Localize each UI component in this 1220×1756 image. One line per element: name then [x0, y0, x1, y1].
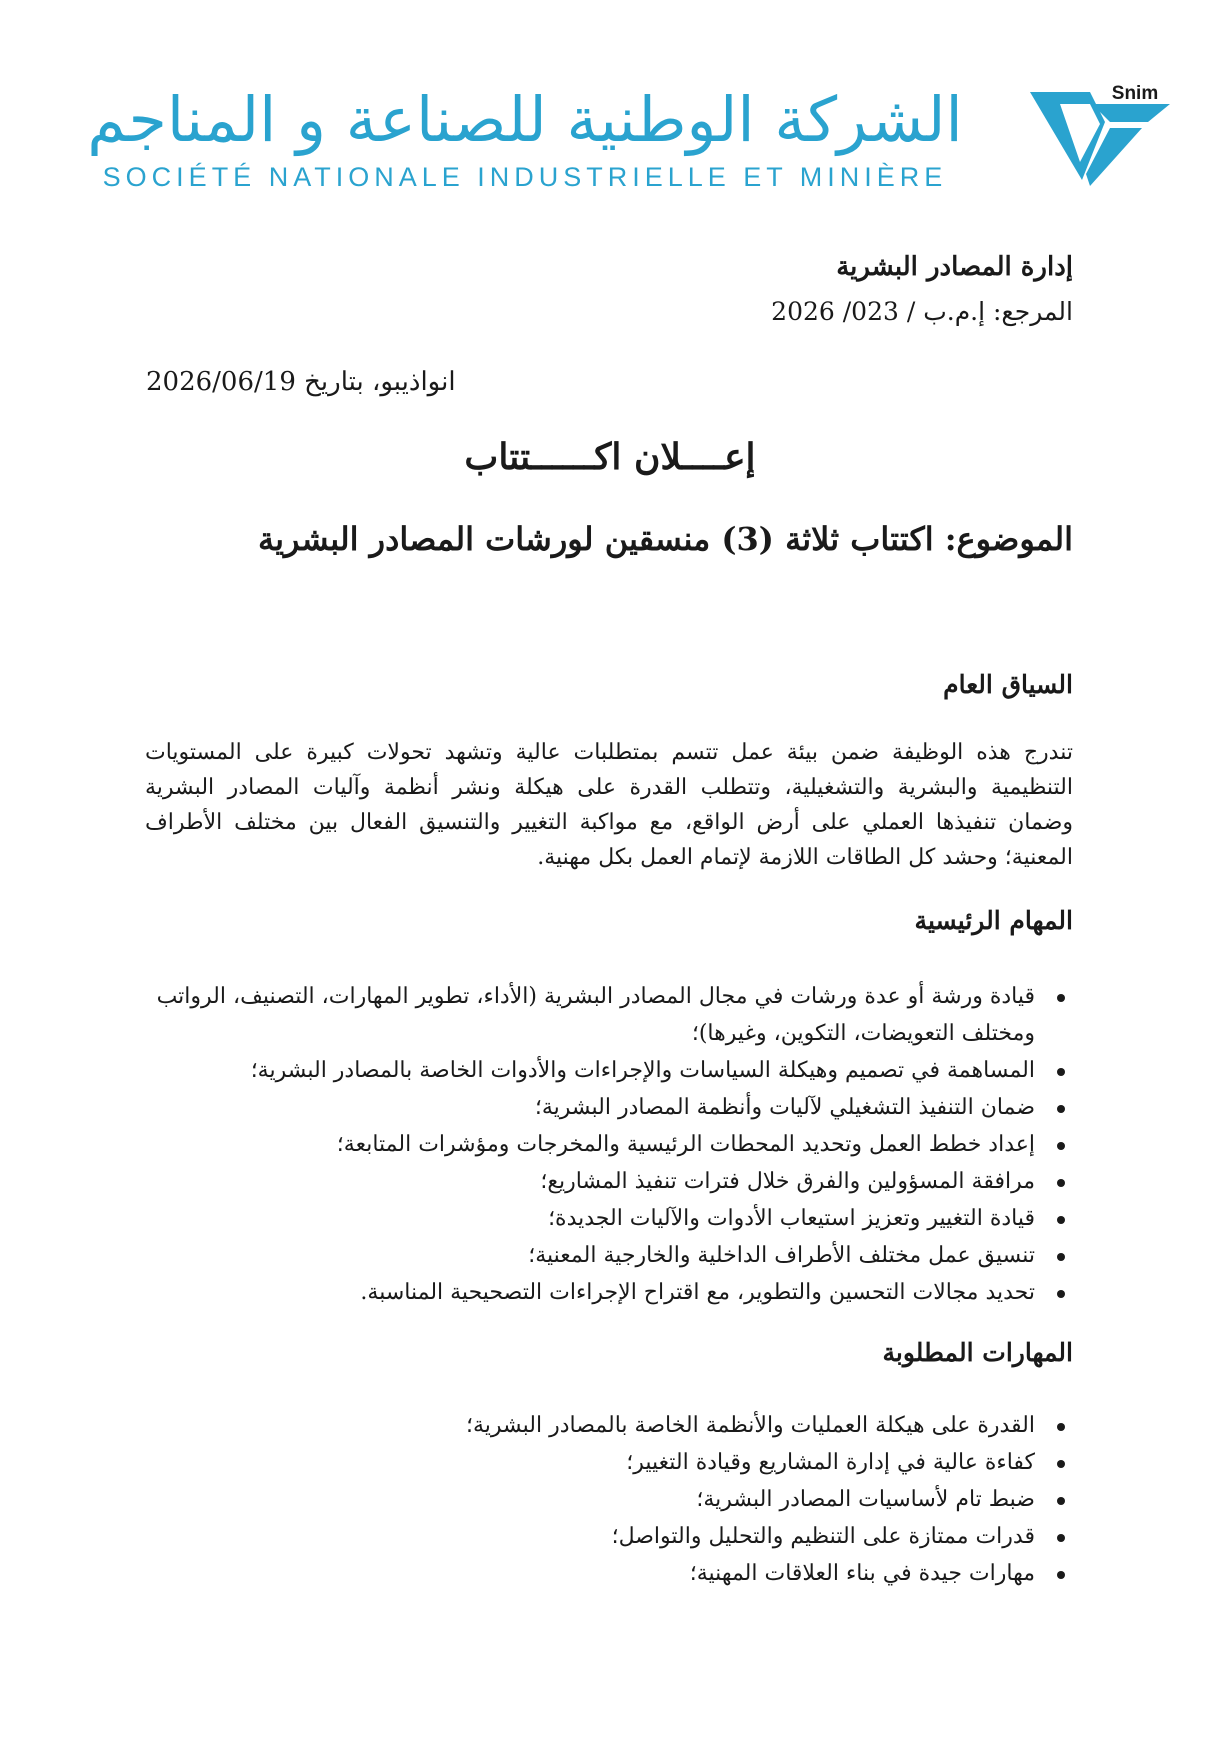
logo-text: Snim	[1111, 83, 1159, 104]
main-tasks-list	[115, 978, 1073, 1311]
context-paragraph: تندرج هذه الوظيفة ضمن بيئة عمل تتسم بمتطلبات عالية وتشهد تحولات كبيرة على المستويات التنظيمية والبشرية والتشغيلية، وتتطلب القدرة على هيكلة ونشر أنظمة وآليات المصادر البشرية وضمان تنفيذها العملي على أرض الواقع، مع مواكبة التغيير والتنسيق الفعال بين مختلف الأطراف المعنية؛ وحشد كل الطاقات اللازمة لإتمام العمل بكل مهنية.	[145, 740, 1073, 870]
letterhead	[60, 70, 1180, 210]
reference-number: المرجع: إ.م.ب / 023/ 2026	[771, 297, 1073, 326]
list-item: قيادة ورشة أو عدة ورشات في مجال المصادر البشرية (الأداء، تطوير المهارات، التصنيف، الرواتب ومختلف التعويضات، التكوين، وغيرها)؛	[115, 978, 1035, 1052]
list-item: مهارات جيدة في بناء العلاقات المهنية؛	[115, 1555, 1035, 1592]
company-name-arabic: الشركة الوطنية للصناعة و المناجم	[87, 83, 963, 156]
list-item: كفاءة عالية في إدارة المشاريع وقيادة التغيير؛	[115, 1444, 1035, 1481]
department-name: إدارة المصادر البشرية	[836, 252, 1073, 282]
list-item: ضبط تام لأساسيات المصادر البشرية؛	[115, 1481, 1035, 1518]
list-item: تنسيق عمل مختلف الأطراف الداخلية والخارجية المعنية؛	[115, 1237, 1035, 1274]
list-item: مرافقة المسؤولين والفرق خلال فترات تنفيذ المشاريع؛	[115, 1163, 1035, 1200]
list-item: ضمان التنفيذ التشغيلي لآليات وأنظمة المصادر البشرية؛	[115, 1089, 1035, 1126]
context-heading: السياق العام	[943, 670, 1073, 699]
required-skills-heading: المهارات المطلوبة	[882, 1338, 1073, 1367]
subject-line: الموضوع: اكتتاب ثلاثة (3) منسقين لورشات المصادر البشرية	[257, 520, 1073, 558]
snim-logo-icon	[1030, 82, 1170, 192]
list-item: تحديد مجالات التحسين والتطوير، مع اقتراح الإجراءات التصحيحية المناسبة.	[115, 1274, 1035, 1311]
list-item: إعداد خطط العمل وتحديد المحطات الرئيسية والمخرجات ومؤشرات المتابعة؛	[115, 1126, 1035, 1163]
place-and-date: انواذيبو، بتاريخ 2026/06/19	[146, 367, 456, 397]
list-item: قيادة التغيير وتعزيز استيعاب الأدوات والآليات الجديدة؛	[115, 1200, 1035, 1237]
list-item: القدرة على هيكلة العمليات والأنظمة الخاصة بالمصادر البشرية؛	[115, 1407, 1035, 1444]
list-item: المساهمة في تصميم وهيكلة السياسات والإجراءات والأدوات الخاصة بالمصادر البشرية؛	[115, 1052, 1035, 1089]
company-name-french: SOCIÉTÉ NATIONALE INDUSTRIELLE ET MINIÈRE	[102, 162, 948, 192]
required-skills-list	[115, 1407, 1073, 1592]
announcement-title: إعــــلان اكــــــتتاب	[464, 436, 756, 478]
main-tasks-heading: المهام الرئيسية	[914, 906, 1073, 935]
list-item: قدرات ممتازة على التنظيم والتحليل والتواصل؛	[115, 1518, 1035, 1555]
